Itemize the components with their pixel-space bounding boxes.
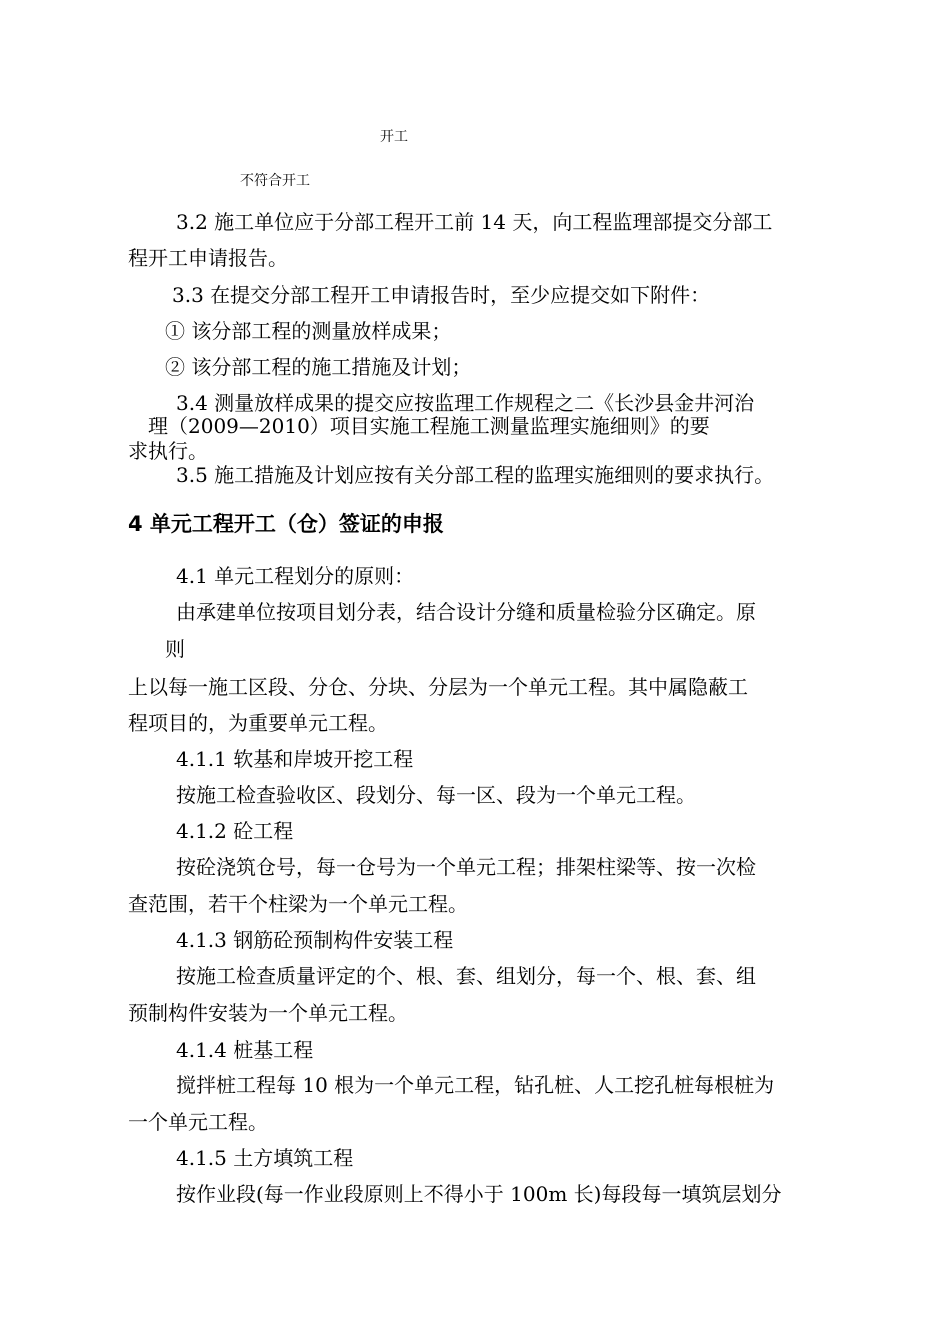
paragraph-4-1-body-line2: 则 bbox=[165, 637, 185, 661]
paragraph-4-1-2-body-line1: 按砼浇筑仓号，每一仓号为一个单元工程；排架柱梁等、按一次检 bbox=[176, 855, 756, 879]
paragraph-4-1-5: 4.1.5 土方填筑工程 bbox=[176, 1146, 354, 1170]
paragraph-4-1-body-line4: 程项目的，为重要单元工程。 bbox=[128, 711, 388, 735]
paragraph-4-1-body-line1: 由承建单位按项目划分表，结合设计分缝和质量检验分区确定。原 bbox=[176, 600, 756, 624]
paragraph-4-1-body-line3: 上以每一施工区段、分仓、分块、分层为一个单元工程。其中属隐蔽工 bbox=[128, 675, 748, 699]
paragraph-3-4-line1: 3.4 测量放样成果的提交应按监理工作规程之二《长沙县金井河治 bbox=[176, 391, 755, 415]
paragraph-4-1-3-body-line1: 按施工检查质量评定的个、根、套、组划分，每一个、根、套、组 bbox=[176, 964, 756, 988]
fragment-bufuhe: 不符合开工 bbox=[240, 173, 310, 189]
list-item-1: ① 该分部工程的测量放样成果； bbox=[165, 319, 452, 343]
paragraph-4-1-1-body: 按施工检查验收区、段划分、每一区、段为一个单元工程。 bbox=[176, 783, 696, 807]
paragraph-3-2-line1: 3.2 施工单位应于分部工程开工前 14 天，向工程监理部提交分部工 bbox=[176, 210, 773, 234]
section-heading-4: 4 单元工程开工（仓）签证的申报 bbox=[128, 512, 444, 536]
paragraph-3-4-line2: 理（2009—2010）项目实施工程施工测量监理实施细则》的要 bbox=[148, 414, 710, 438]
fragment-kaigong: 开工 bbox=[380, 129, 408, 145]
paragraph-4-1-4-body-line2: 一个单元工程。 bbox=[128, 1110, 268, 1134]
paragraph-4-1-2: 4.1.2 砼工程 bbox=[176, 819, 294, 843]
paragraph-3-5: 3.5 施工措施及计划应按有关分部工程的监理实施细则的要求执行。 bbox=[176, 463, 775, 487]
paragraph-3-3: 3.3 在提交分部工程开工申请报告时，至少应提交如下附件： bbox=[172, 283, 711, 307]
paragraph-4-1: 4.1 单元工程划分的原则： bbox=[176, 564, 415, 588]
paragraph-4-1-1: 4.1.1 软基和岸坡开挖工程 bbox=[176, 747, 414, 771]
paragraph-3-2-line2: 程开工申请报告。 bbox=[128, 246, 288, 270]
paragraph-4-1-3: 4.1.3 钢筋砼预制构件安装工程 bbox=[176, 928, 454, 952]
paragraph-3-4-line3: 求执行。 bbox=[128, 439, 208, 463]
list-item-2: ② 该分部工程的施工措施及计划； bbox=[165, 355, 472, 379]
paragraph-4-1-4-body-line1: 搅拌桩工程每 10 根为一个单元工程，钻孔桩、人工挖孔桩每根桩为 bbox=[176, 1073, 775, 1097]
paragraph-4-1-4: 4.1.4 桩基工程 bbox=[176, 1038, 314, 1062]
paragraph-4-1-3-body-line2: 预制构件安装为一个单元工程。 bbox=[128, 1001, 408, 1025]
paragraph-4-1-5-body-line1: 按作业段(每一作业段原则上不得小于 100m 长)每段每一填筑层划分 bbox=[176, 1182, 782, 1206]
paragraph-4-1-2-body-line2: 查范围，若干个柱梁为一个单元工程。 bbox=[128, 892, 468, 916]
